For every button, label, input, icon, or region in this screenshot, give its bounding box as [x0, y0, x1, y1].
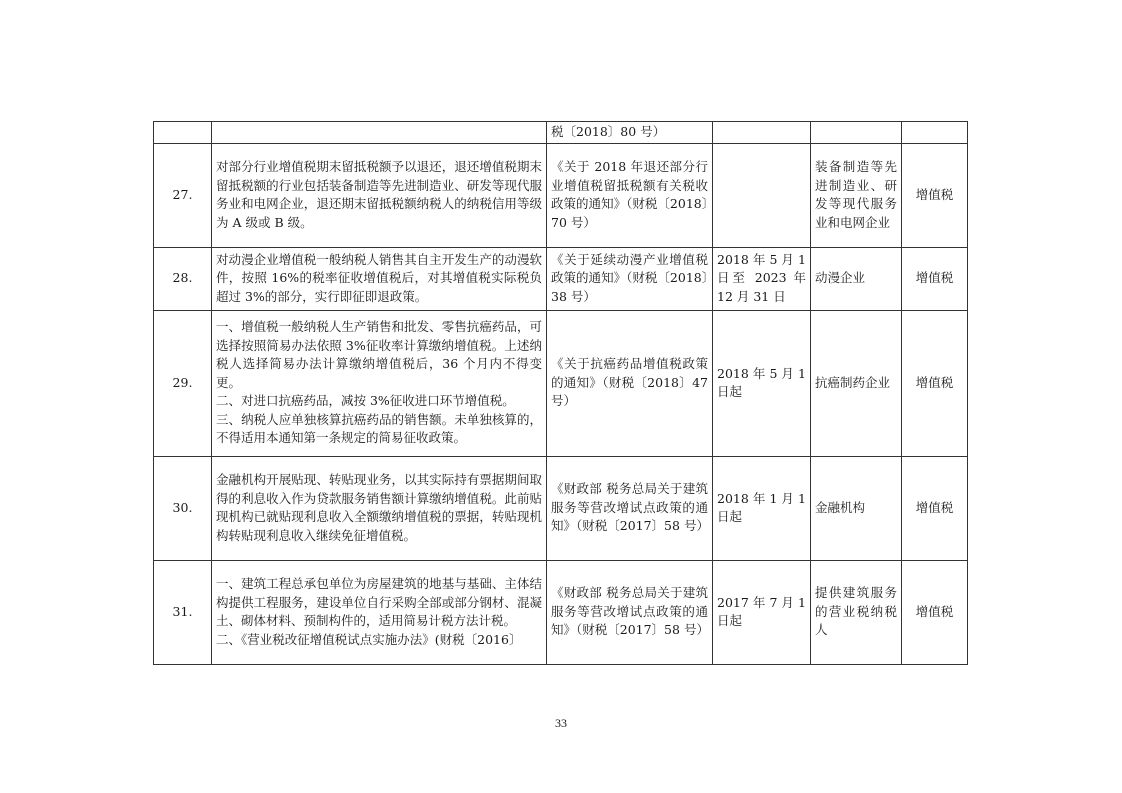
- table-row: [154, 122, 968, 144]
- effective-date-text: 2018 年 5 月 1 日至 2023 年 12 月 31 日: [717, 251, 806, 304]
- policy-document-text: 税〔2018〕80 号）: [551, 124, 666, 139]
- policy-content-text: 对部分行业增值税期末留抵税额予以退还，退还增值税期末留抵税额的行业包括装备制造等先进制造业、研发等现代服务业和电网企业，退还期末留抵税额纳税人的纳税信用等级为 A 级或 B 级。: [216, 159, 542, 230]
- page-number: 33: [555, 716, 567, 730]
- row-number-cell: 30.: [154, 456, 212, 560]
- effective-date-text: 2018 年 1 月 1 日起: [717, 490, 806, 524]
- row-number-cell: [154, 122, 212, 144]
- tax-type-cell: 增值税: [902, 310, 968, 456]
- policy-content-cell: [212, 560, 547, 664]
- row-number-cell: 31.: [154, 560, 212, 664]
- policy-document-cell: [547, 247, 713, 310]
- table-body: [154, 122, 968, 665]
- policy-content-cell: [212, 247, 547, 310]
- policy-content-text: 二、对进口抗癌药品，减按 3%征收进口环节增值税。: [216, 393, 515, 409]
- policy-document-text: 《关于 2018 年退还部分行业增值税留抵税额有关税收政策的通知》（财税〔2018〕70 号）: [551, 159, 708, 230]
- applicable-scope-text: 提供建筑服务的营业税纳税人: [815, 585, 897, 638]
- policy-content-text: 一、建筑工程总承包单位为房屋建筑的地基与基础、主体结构提供工程服务，建设单位自行采购全部或部分钢材、混凝土、砌体材料、预制构件的，适用简易计税方法计税。: [216, 576, 542, 628]
- row-number-cell: 29.: [154, 310, 212, 456]
- policy-content-text: 金融机构开展贴现、转贴现业务，以其实际持有票据期间取得的利息收入作为贷款服务销售额计算缴纳增值税。此前贴现机构已就贴现利息收入全额缴纳增值税的票据，转贴现机构转贴现利息收入继续免征增值税。: [216, 472, 542, 543]
- tax-type-cell: 增值税: [902, 456, 968, 560]
- effective-date-cell: [713, 310, 811, 456]
- table-row: [154, 143, 968, 247]
- effective-date-text: 2018 年 5 月 1 日起: [717, 365, 806, 399]
- table-row: [154, 560, 968, 664]
- policy-content-text: 二、《营业税改征增值税试点实施办法》(财税〔2016〕: [216, 631, 522, 647]
- tax-type-cell: 增值税: [902, 143, 968, 247]
- applicable-scope-cell: [811, 122, 902, 144]
- policy-document-cell: [547, 310, 713, 456]
- effective-date-cell: [713, 456, 811, 560]
- policy-content-text: 三、纳税人应单独核算抗癌药品的销售额。未单独核算的，不得适用本通知第一条规定的简易征收政策。: [216, 411, 542, 446]
- applicable-scope-cell: [811, 560, 902, 664]
- policy-content-text: 对动漫企业增值税一般纳税人销售其自主开发生产的动漫软件，按照 16%的税率征收增值税后，对其增值税实际税负超过 3%的部分，实行即征即退政策。: [216, 251, 542, 304]
- policy-document-cell: [547, 456, 713, 560]
- effective-date-cell: [713, 247, 811, 310]
- policy-table: [153, 121, 968, 665]
- applicable-scope-text: 抗癌制药企业: [815, 374, 891, 390]
- policy-content-text: 一、增值税一般纳税人生产销售和批发、零售抗癌药品，可选择按照简易办法依照 3%征收率计算缴纳增值税。上述纳税人选择简易办法计算缴纳增值税后，36 个月内不得变更。: [216, 319, 542, 390]
- applicable-scope-cell: [811, 310, 902, 456]
- policy-content-cell: [212, 122, 547, 144]
- policy-content-cell: [212, 456, 547, 560]
- tax-type-cell: 增值税: [902, 247, 968, 310]
- policy-document-cell: [547, 122, 713, 144]
- applicable-scope-text: 动漫企业: [815, 270, 866, 286]
- applicable-scope-cell: [811, 143, 902, 247]
- policy-document-cell: [547, 560, 713, 664]
- policy-content-cell: [212, 143, 547, 247]
- table-row: [154, 310, 968, 456]
- row-number-cell: 28.: [154, 247, 212, 310]
- table-row: [154, 247, 968, 310]
- effective-date-cell: [713, 143, 811, 247]
- applicable-scope-cell: [811, 247, 902, 310]
- policy-document-text: 《财政部 税务总局关于建筑服务等营改增试点政策的通知》（财税〔2017〕58 号）: [551, 481, 709, 534]
- tax-type-cell: 增值税: [902, 560, 968, 664]
- effective-date-cell: [713, 560, 811, 664]
- row-number-cell: 27.: [154, 143, 212, 247]
- effective-date-text: 2017 年 7 月 1 日起: [717, 594, 806, 628]
- policy-document-cell: [547, 143, 713, 247]
- applicable-scope-text: 装备制造等先进制造业、研发等现代服务业和电网企业: [815, 159, 897, 230]
- effective-date-cell: [713, 122, 811, 144]
- applicable-scope-cell: [811, 456, 902, 560]
- policy-document-text: 《关于抗癌药品增值税政策的通知》（财税〔2018〕47 号）: [551, 356, 708, 409]
- tax-type-cell: [902, 122, 968, 144]
- policy-content-cell: [212, 310, 547, 456]
- policy-document-text: 《财政部 税务总局关于建筑服务等营改增试点政策的通知》（财税〔2017〕58 号）: [551, 585, 709, 638]
- applicable-scope-text: 金融机构: [815, 499, 866, 515]
- table-row: [154, 456, 968, 560]
- policy-document-text: 《关于延续动漫产业增值税政策的通知》（财税〔2018〕38 号）: [551, 251, 708, 304]
